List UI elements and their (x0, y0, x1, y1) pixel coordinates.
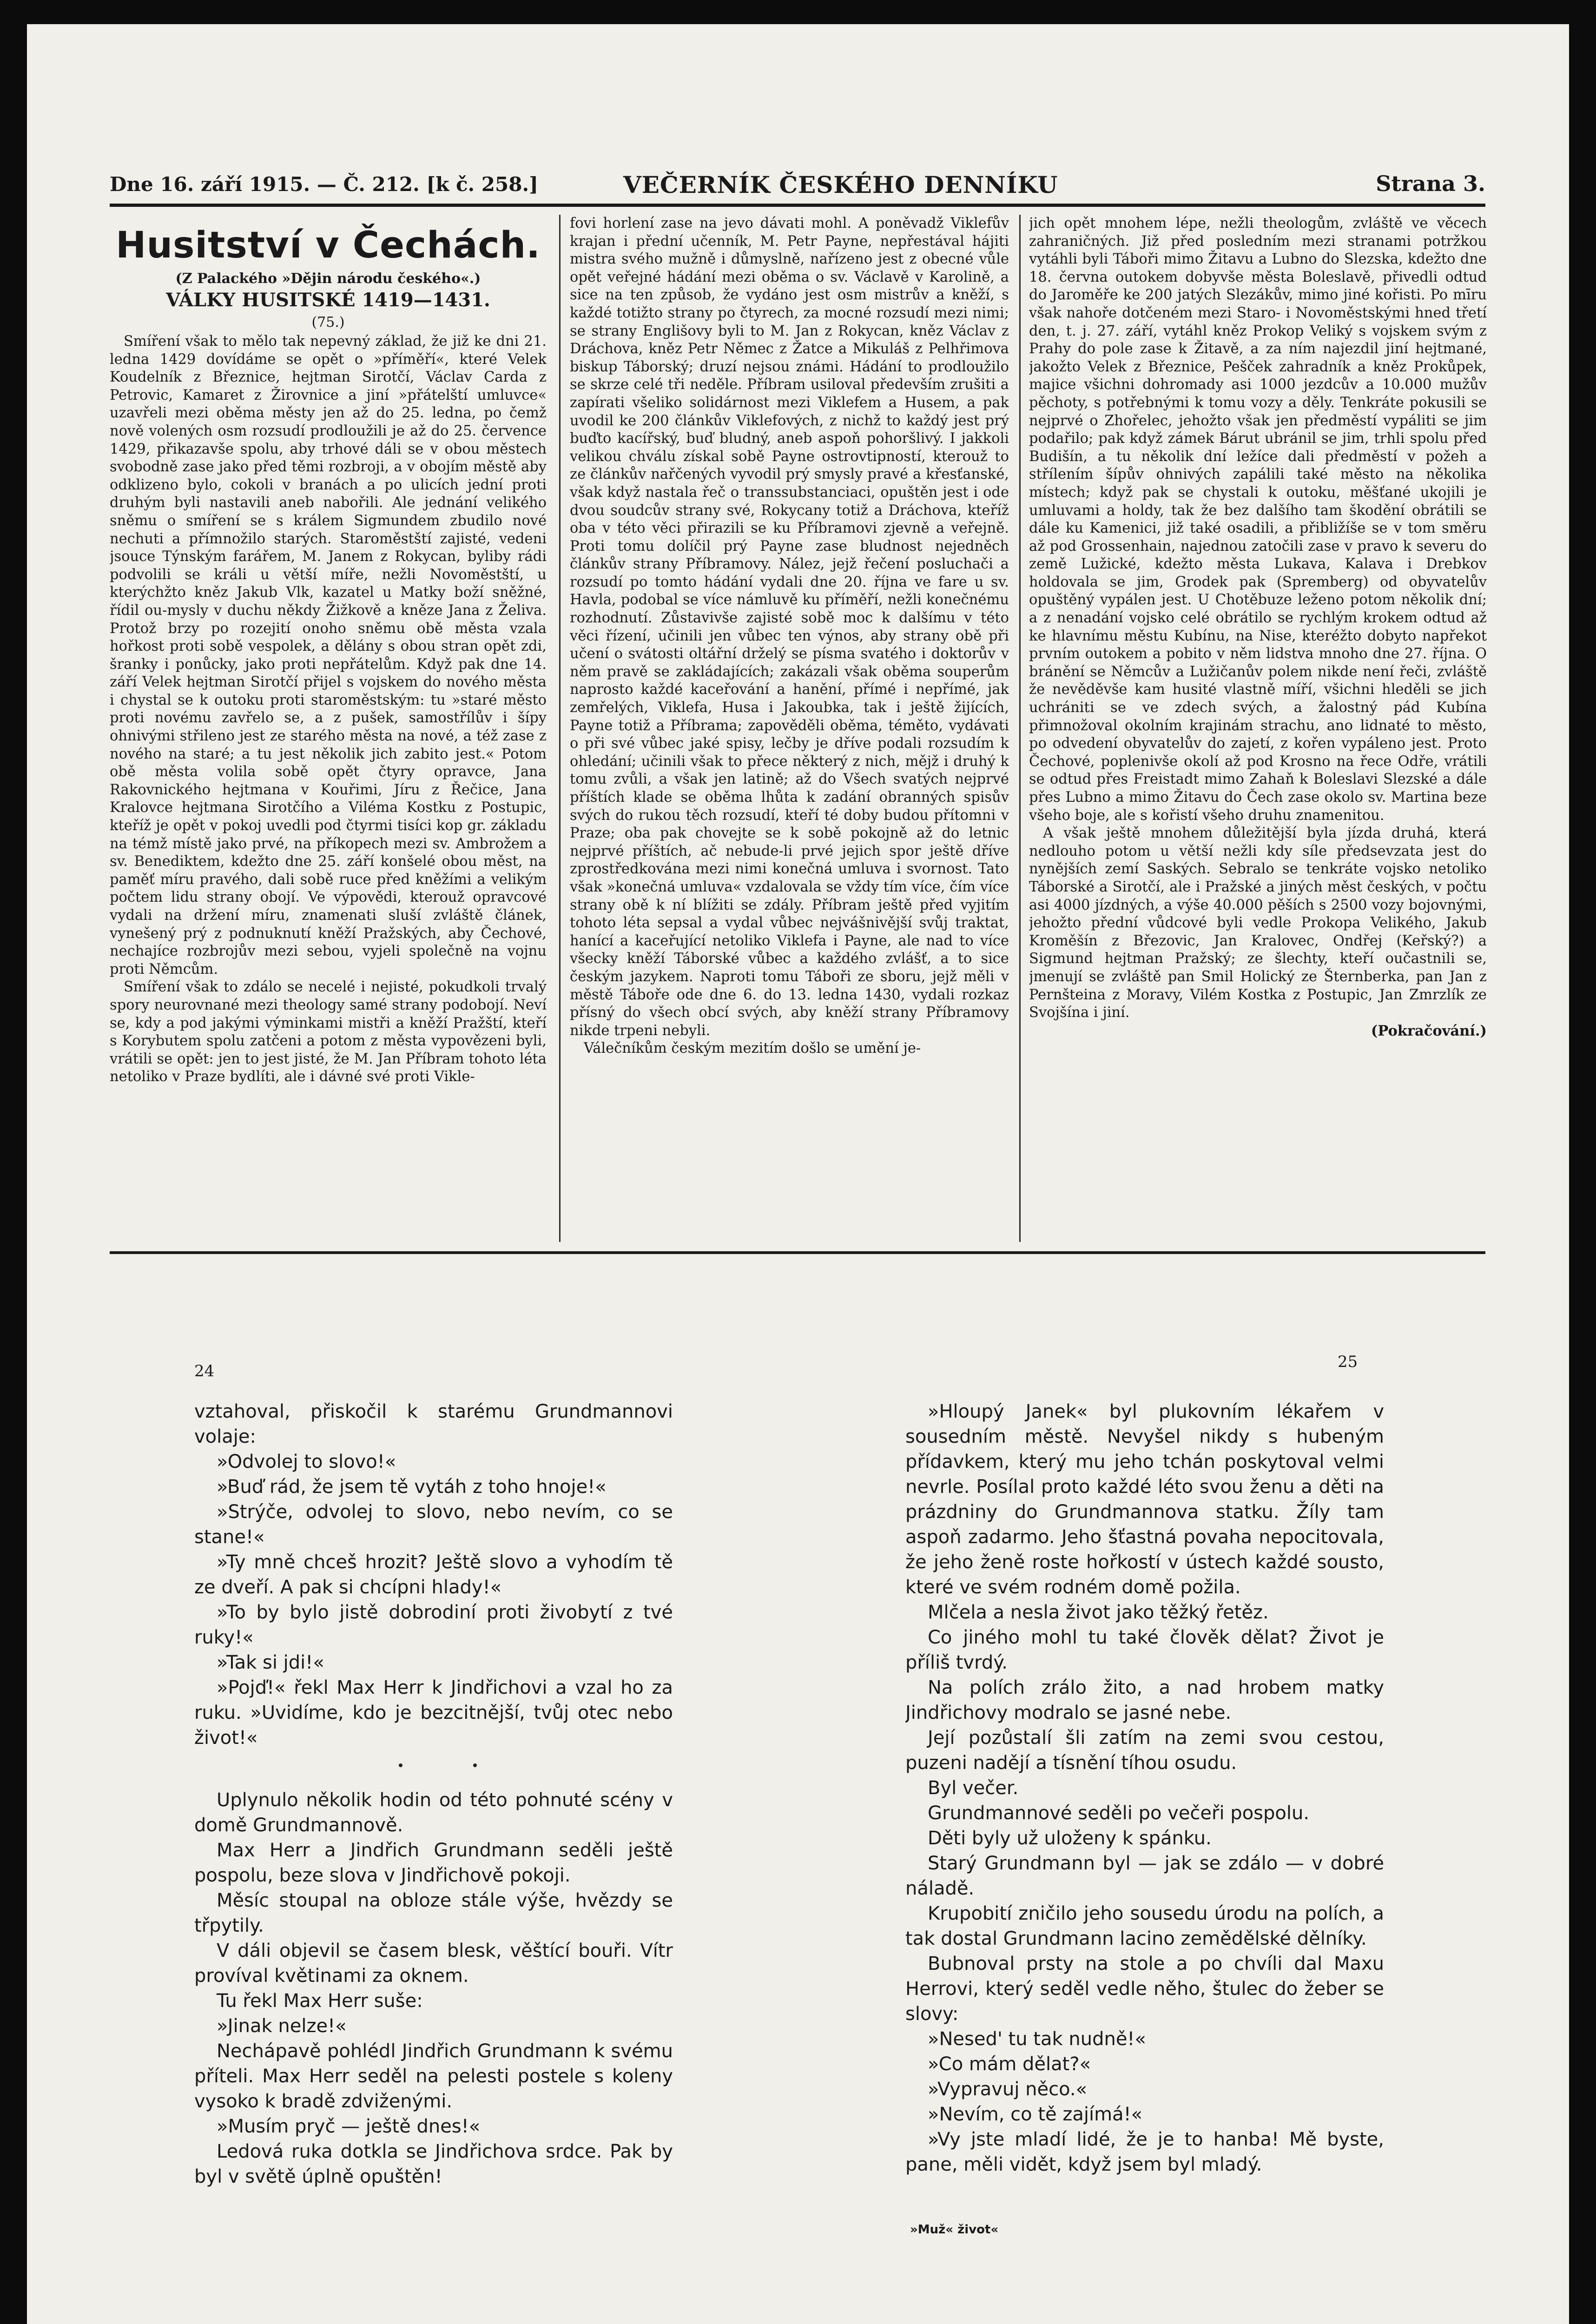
book-paragraph: Co jiného mohl tu také člověk dělat? Život je příliš tvrdý. (905, 1627, 1384, 1673)
book-paragraph: »Pojď!« řekl Max Herr k Jindřichovi a vzal ho za ruku. »Uvidíme, kdo je bezcitnější, tvůj otec nebo život!« (194, 1677, 673, 1749)
book-paragraph: Tu řekl Max Herr suše: (217, 1990, 423, 2012)
book-paragraph: »Jinak nelze!« (217, 2015, 347, 2037)
book-paragraph: Grundmannové seděli po večeři pospolu. (928, 1802, 1310, 1824)
article-paragraph: fovi horlení zase na jevo dávati mohl. A poněvadž Viklefův krajan i přední učenník, M. Petr Payne, nepřestával hájiti mistra svého mužně i důmyslně, nařízeno jest z obecné vůle opět veřejné hádání mezi oběma o sv. Václavě v Karolině, a sice na ten způsob, že vydáno jest osm mistrův a kněží, s každé totižto strany po čtyrech, za mocné rozsudí mezi nimi; se strany Englišovy byli to M. Jan z Rokycan, kněz Václav z Dráchova, kněz Petr Němec z Žatce a Mikuláš z Pelhřimova biskup Táborský; druzí nejsou známi. Hádání to prodloužilo se skrze celé tři neděle. Příbram usiloval především zrušiti a zapírati všeliko solidárnost mezi Viklefem a Husem, a pak uvodil ke 200 článkův Viklefových, z nichž to každý jest prý buďto kacířský, buď bludný, aneb aspoň pohoršlivý. I jakkoli velikou chválu získal sobě Payne ostrovtipností, kterouž to ze článkův nařčených vyvodil prý smysly pravé a křesťanské, však když nastala řeč o transsubstanciaci, opuštěn jest i ode dvou soudcův strany své, Rokycany totiž a Dráchova, kteříž oba v této věci přirazili se ku Příbramovi zjevně a veřejně. Proti tomu dolíčil prý Payne zase bludnost nejedněch článkův strany Příbramovy. Nález, jejž řečení posluchači a rozsudí po tomto hádání vydali dne 20. října ve fare u sv. Havla, podobal se více námluvě ku příměří, nežli konečnému rozhodnutí. Zůstavivše zajisté sobě moc k dalšímu v této věci řízení, učinili jen vůbec ten výnos, aby strany obě při učení o svátosti oltářní drželý se písma svatého i doktorův v něm pravě se zakládajících; zakázali však oběma souperům naprosto každé kaceřování a hanění, přímé i nepřímé, jak zemřelých, Viklefa, Husa i Jakoubka, tak i ještě žijících, Payne totiž a Příbrama; zapověděli oběma, téměto, vydávati o při své vůbec jaké spisy, lečby je dříve podali rozsudím k ohledání; učinili však to přece některý z nich, mějž i druhý k tomu zvůli, a však jen latině; až do Všech svatých nejprvé příštích klade se oběma lhůta k zadání obranných spisův svých do rukou těch rozsudí, kteří té doby budou přítomni v Praze; oba pak chovejte se k sobě pokojně až do letnic nejprvé příštích, ač nebude-li prvé jejich spor ještě dříve zprostředkována mezi nimi konečná umluva i svornost. Tato však »konečná umluva« vzdalovala se vždy tím více, čím více strany obě k ní blížiti se zdály. Příbram ještě před vyjitím tohoto léta sepsal a vydal vůbec nejvášnivější svůj traktat, hanící a kaceřující netoliko Viklefa i Payne, ale nad to více všecky kněží Táborské vůbec a každého zvlášť, a to sice českým jazykem. Naproti tomu Táboři ze sboru, jejž měli v městě Táboře ode dne 6. do 13. ledna 1430, vydali rozkaz přísný do všech obcí svých, aby kněží strany Příbramovy nikde trpeni nebyli. (570, 215, 1009, 1039)
section-break-dot (473, 1763, 477, 1767)
article-subtitle: VÁLKY HUSITSKÉ 1419—1431. (166, 289, 490, 311)
book-paragraph: vztahoval, přiskočil k starému Grundmannovi volaje: (194, 1401, 673, 1447)
installment-number: (75.) (311, 314, 345, 330)
book-paragraph: Děti byly už uloženy k spánku. (928, 1828, 1212, 1849)
header-rule (110, 204, 1485, 207)
book-paragraph: »Musím pryč — ještě dnes!« (217, 2116, 481, 2137)
book-paragraph: »Nesed' tu tak nudně!« (928, 2028, 1146, 2050)
book-paragraph: »Nevím, co tě zajímá!« (928, 2104, 1143, 2125)
continued-note: (Pokračování.) (1371, 1022, 1487, 1039)
book-paragraph: Ledová ruka dotkla se Jindřichova srdce. Pak by byl v světě úplně opuštěn! (194, 2141, 673, 2187)
book-paragraph: Nechápavě pohlédl Jindřich Grundmann k svému příteli. Max Herr seděl na pelesti postele s koleny vysoko k bradě zdviženými. (194, 2040, 673, 2112)
book-paragraph: »Vy jste mladí lidé, že je to hanba! Mě byste, pane, měli vidět, když jsem byl mladý. (905, 2129, 1384, 2175)
article-paragraph: Válečníkům českým mezitím došlo se umění je- (584, 1040, 921, 1057)
newspaper-page (27, 24, 1569, 2324)
book-paragraph: Měsíc stoupal na obloze stále výše, hvězdy se třpytily. (194, 1890, 673, 1936)
book-paragraph: »Odvolej to slovo!« (217, 1451, 396, 1472)
article-paragraph: A však ještě mnohem důležitější byla jízda druhá, která nedlouho potom u větší nežli kdy síle předsevzata jest do nynějších zemí Saských. Sebralo se tenkráte vojsko netoliko Táborské a Sirotčí, ale i Pražské a jiných měst českých, v počtu asi 4000 jízdných, a výše 40.000 pěších s 2500 vozy bojovnými, jehožto přední vůdcové byli vedle Prokopa Velikého, Jakub Kroměšín z Březovic, Jan Kralovec, Ondřej (Keřský?) a Sigmund hejtman Pražský; ze šlechty, kteří oučastnili se, jmenují se zvláště pan Smil Holický ze Šternberka, pan Jan z Pernšteina z Moravy, Vilém Kostka z Postupic, Jan Zmrzlík ze Svojšína i jiní. (1029, 825, 1487, 1021)
article-bottom-rule (110, 1251, 1485, 1254)
column-divider (559, 215, 561, 1242)
book-paragraph: Byl večer. (928, 1777, 1019, 1799)
book-paragraph: V dáli objevil se časem blesk, věštící bouři. Vítr províval květinami za oknem. (194, 1940, 673, 1987)
article-paragraph: jich opět mnohem lépe, nežli theologům, zvláště ve věcech zahraničných. Již před posledním mezi stranami potržkou vytáhli byli Táboři mimo Žitavu a Lubno do Slezska, kdežto dne 18. června outokem dobyvše města Boleslavě, přivedli odtud do Jaroměře ke 200 jatých Slezákův, mimo jiné kořisti. Po mīru však nahoře dotčeném mezi Staro- i Novoměstskými hned třetí den, t. j. 27. září, vytáhl kněz Prokop Veliký s vojskem svým z Prahy do pole zase k Žitavě, a za ním najezdil jiní hejtmané, jakožto Velek z Březnice, Pešček zahradník a kněz Prokůpek, majice všichni dohromady asi 1000 jezdcův a 10.000 mužův pěchoty, s potřebnými k tomu vozy a děly. Tenkráte pokusili se nejprvé o Zhořelec, jehožto však jen předměstí vypáliti se jim podařilo; pak když zámek Bárut ubránil se jim, trhli spolu před Budišín, a tu několik dní ležíce dali předměstí v požeh a střílením šípův ohnivých zapálili také město na několika místech; když pak se chystali k outoku, měšťané ukojili je umluvami a holdy, tak že bez dalšího tam škodění obrátili se dále ku Kamenici, již také osadili, a přibližíše se v tom směru až pod Grossenhain, najednou zatočili zase v pravo k severu do země Lužické, kdežto města Lukava, Kalava i Drebkov holdovala se jim, Grodek pak (Spremberg) od obyvatelův opuštěný vypálen jest. U Chotěbuze leženo potom několik dní; a z nenadání vojsko celé obrátilo se rychlým krokem odtud až ke hlavnímu městu Kubínu, na Nise, kteréžto dobyto napřekot prvním outokem a pobito v něm lidstva mnoho dne 27. října. O bránění se Němcův a Lužičanův polem nikde není řeči, zvláště že nevěděvše kam husité vlastně míří, všichni hleděli se jich uchrániti se ve zdech svých, a žalostný pád Kubína přimnožoval okolním krajinám strachu, ano lidnaté to město, po odvedení obyvatelův do zajetí, z kořen vypáleno jest. Proto Čechové, poplenivše okolí až pod Krosno na řece Odře, vrátili se odtud přes Freistadt mimo Zahaň k Boleslavi Slezské a dále přes Lubno a mimo Žitavu do Čech zase okolo sv. Martina beze všeho boje, ale s kořistí všeho druhu znamenitou. (1029, 215, 1487, 824)
book-paragraph: Uplynulo několik hodin od této pohnuté scény v domě Grundmannově. (194, 1789, 673, 1836)
book-page-number-right: 25 (1338, 1353, 1358, 1371)
book-footer-title: »Muž« život« (910, 2223, 999, 2237)
book-paragraph: Mlčela a nesla život jako těžký řetěz. (928, 1602, 1269, 1623)
book-paragraph: Krupobití zničilo jeho sousedu úrodu na polích, a tak dostal Grundmann lacino zemědělské dělníky. (905, 1903, 1384, 1949)
page-number: Strana 3. (1376, 171, 1485, 196)
article-column-1 (110, 215, 547, 1247)
article-column-2 (570, 215, 1009, 1247)
book-paragraph: Bubnoval prsty na stole a po chvíli dal Maxu Herrovi, který seděl vedle něho, štulec do žeber se slovy: (905, 1953, 1384, 2025)
issue-date: Dne 16. září 1915. — Č. 212. [k č. 258.] (110, 173, 538, 196)
book-paragraph: Max Herr a Jindřich Grundmann seděli ještě pospolu, beze slova v Jindřichově pokoji. (194, 1840, 673, 1886)
article-column-3 (1029, 215, 1487, 1247)
page-header (110, 150, 1485, 201)
book-paragraph: Na polích zrálo žito, a nad hrobem matky Jindřichovy modralo se jasné nebe. (905, 1677, 1384, 1723)
column-divider (1019, 215, 1021, 1242)
book-paragraph: »Hloupý Janek« byl plukovním lékařem v sousedním městě. Nevyšel nikdy s hubeným přídavkem, který mu jeho tchán poskytoval velmi nevrle. Posílal proto každé léto svou ženu a děti na prázdniny do Grundmannova statku. Žíly tam aspoň zadarmo. Jeho šťastná povaha nepocitovala, že jeho ženě roste hořkostí v ústech každé sousto, které ve svém rodném domě požila. (905, 1401, 1384, 1598)
article-paragraph: Smíření však to mělo tak nepevný základ, že již ke dni 21. ledna 1429 dovídáme se opět o »příměří«, které Velek Koudelník z Březnice, hejtman Sirotčí, Václav Carda z Petrovic, Kamaret z Žirovnice a jiní »přátelští umluvce« uzavřeli mezi oběma městy jen až do 25. ledna, po čemž nově volených osm rozsudí prodloužili je až do 25. července 1429, přikazavše spolu, aby trhové dáli se v obou městech svobodně zase jako před těmi rozbroji, a v obojím městě aby odklizeno bylo, cokoli v branách a po ulicích jední proti druhým byli nastavili aneb nabořili. Ale jednání velikého sněmu o smíření se s králem Sigmundem zbudilo nové nechuti a přímnožilo starých. Staroměstští zajisté, vedeni jsouce Týnským farářem, M. Janem z Rokycan, byliby rádi podvolili se králi u větší míře, nežli Novoměstští, u kterýchžto kněz Jakub Vlk, kazatel u Matky boží sněžné, řídil ou-mysly v duchu někdy Žižkově a kněze Jana z Želiva. Protož brzy po rozejití onoho sněmu obě města vzala hořkost proti sobě vespolek, a dělány s obou stran opět zdi, šranky i ponůcky, jako proti nepřátelům. Když pak dne 14. září Velek hejtman Sirotčí přijel s vojskem do nového města i chystal se k outoku proti staroměstským: tu »staré město proti novému zavřelo se, a z pušek, samostřílův i šípy ohnivými střileno jest ze starého města na nové, a též zase z nového na staré; a tu jest několik jich zabito jest.« Potom obě města volila sobě opět čtyry opravce, Jana Rakovnického hejtmana v Kouřimi, Jíru z Řečice, Jana Kralovce hejtmana Sirotčího a Viléma Kostku z Postupic, kteříž je opět v pokoj uvedli pod čtyrmi tisíci kop gr. základu na témž místě jako prvé, na příkopech mezi sv. Ambrožem a sv. Benediktem, kdežto dne 25. září konšelé obou měst, na paměť míru pravého, dali sobě ruce před kněžími a velikým počtem lidu strany obojí. Ve výpovědi, kterouž opravcové vydali na držení míru, znamenati sluší zvláště článek, vynešený prý z podnuknutí kněží Pražských, aby Čechové, nechajíce rozbrojův mezi sebou, vyjeli společně na vojnu proti Němcům. (110, 333, 547, 977)
book-paragraph: Starý Grundmann byl — jak se zdálo — v dobré náladě. (905, 1853, 1384, 1899)
article-headline: Husitství v Čechách. (116, 224, 541, 266)
book-page-left (194, 1399, 673, 2217)
book-page-number-left: 24 (194, 1362, 215, 1380)
article-source-note: (Z Palackého »Dějin národu českého«.) (175, 271, 481, 287)
newspaper-title: VEČERNÍK ČESKÉHO DENNÍKU (623, 171, 1058, 198)
section-break-dot (399, 1763, 402, 1767)
book-paragraph: »Vypravuj něco.« (928, 2079, 1088, 2100)
article-paragraph: Smíření však to zdálo se necelé i nejisté, pokudkoli trvalý spory neurovnané mezi theology samé strany podobojí. Neví se, kdy a pod jakými výminkami mistři a kněží Pražští, kteří s Korybutem spolu zatčeni a potom z města vypovězeni byli, vrátili se opět: jen to jest jisté, že M. Jan Příbram tohoto léta netoliko v Praze bydlíti, ale i dávné své proti Vikle- (110, 979, 547, 1085)
book-paragraph: »To by bylo jistě dobrodiní proti živobytí z tvé ruky!« (194, 1602, 673, 1648)
book-paragraph: Její pozůstalí šli zatím na zemi svou cestou, puzeni nadějí a tísnění tíhou osudu. (905, 1727, 1384, 1774)
book-page-right (905, 1399, 1384, 2217)
book-paragraph: »Strýče, odvolej to slovo, nebo nevím, co se stane!« (194, 1501, 673, 1548)
book-paragraph: »Ty mně chceš hrozit? Ještě slovo a vyhodím tě ze dveří. A pak si chcípni hlady!« (194, 1552, 673, 1598)
book-paragraph: »Tak si jdi!« (217, 1652, 324, 1673)
book-paragraph: »Buď rád, že jsem tě vytáh z toho hnoje!« (217, 1476, 607, 1498)
book-paragraph: »Co mám dělat?« (928, 2053, 1091, 2075)
